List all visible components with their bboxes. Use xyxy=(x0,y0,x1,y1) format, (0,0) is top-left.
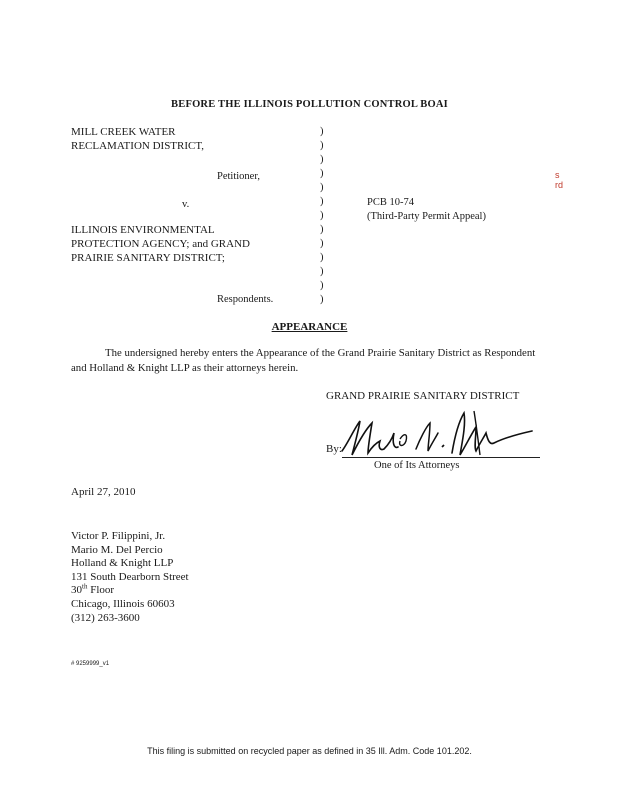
counsel-firm: Holland & Knight LLP xyxy=(71,557,174,570)
caption-divider: ) xyxy=(320,168,324,179)
counsel-city: Chicago, Illinois 60603 xyxy=(71,597,175,610)
counsel-floor xyxy=(71,584,189,598)
respondents-label: Respondents. xyxy=(217,294,274,305)
caption-divider: ) xyxy=(320,224,324,235)
document-title-text: APPEARANCE xyxy=(271,321,348,333)
signature-party: GRAND PRAIRIE SANITARY DISTRICT xyxy=(326,390,520,402)
caption-divider: ) xyxy=(320,126,324,137)
handwritten-signature xyxy=(334,403,544,465)
petitioner-label: Petitioner, xyxy=(217,171,261,182)
document-number: # 9259999_v1 xyxy=(71,661,110,667)
court-heading: BEFORE THE ILLINOIS POLLUTION CONTROL BOAI xyxy=(171,99,448,110)
caption-divider: ) xyxy=(320,196,324,207)
stamp-char: rd xyxy=(555,180,564,190)
signature-line xyxy=(342,457,540,458)
counsel-phone: (312) 263-3600 xyxy=(71,611,140,624)
clerk-stamp-fragment xyxy=(555,170,563,190)
caption-divider: ) xyxy=(320,154,324,165)
floor-word: Floor xyxy=(90,584,115,597)
document-title xyxy=(0,321,619,333)
stamp-char: s xyxy=(555,170,560,180)
caption-divider: ) xyxy=(320,182,324,193)
caption-divider: ) xyxy=(320,238,324,249)
caption-divider: ) xyxy=(320,140,324,151)
counsel-name-1: Victor P. Filippini, Jr. xyxy=(71,530,166,542)
petitioner-name-line-2: RECLAMATION DISTRICT, xyxy=(71,140,205,152)
recycled-paper-footer: This filing is submitted on recycled paper as defined in 35 Ill. Adm. Code 101.202. xyxy=(147,746,472,756)
respondent-name-line-3: PRAIRIE SANITARY DISTRICT; xyxy=(71,252,225,264)
signature-caption: One of Its Attorneys xyxy=(374,460,460,471)
respondent-name-line-2: PROTECTION AGENCY; and GRAND xyxy=(71,238,250,250)
versus-label: v. xyxy=(182,199,190,210)
counsel-name-2: Mario M. Del Percio xyxy=(71,543,163,556)
floor-suffix: th xyxy=(82,582,88,591)
caption-divider: ) xyxy=(320,252,324,263)
respondent-name-line-1: ILLINOIS ENVIRONMENTAL xyxy=(71,224,215,236)
floor-number: 30 xyxy=(71,584,82,597)
caption-divider: ) xyxy=(320,280,324,291)
appearance-body: The undersigned hereby enters the Appearance of the Grand Prairie Sanitary District as Respondent and Holland & Knight LLP as their attorneys herein. xyxy=(71,347,536,374)
petitioner-name-line-1: MILL CREEK WATER xyxy=(71,126,176,138)
case-number: PCB 10-74 xyxy=(367,197,414,208)
signature-by-label: By: xyxy=(326,443,342,455)
caption-divider: ) xyxy=(320,266,324,277)
case-type: (Third-Party Permit Appeal) xyxy=(367,211,486,222)
counsel-block xyxy=(71,530,189,625)
filing-date: April 27, 2010 xyxy=(71,486,136,498)
caption-divider: ) xyxy=(320,210,324,221)
counsel-street: 131 South Dearborn Street xyxy=(71,570,189,583)
caption-divider: ) xyxy=(320,294,324,305)
